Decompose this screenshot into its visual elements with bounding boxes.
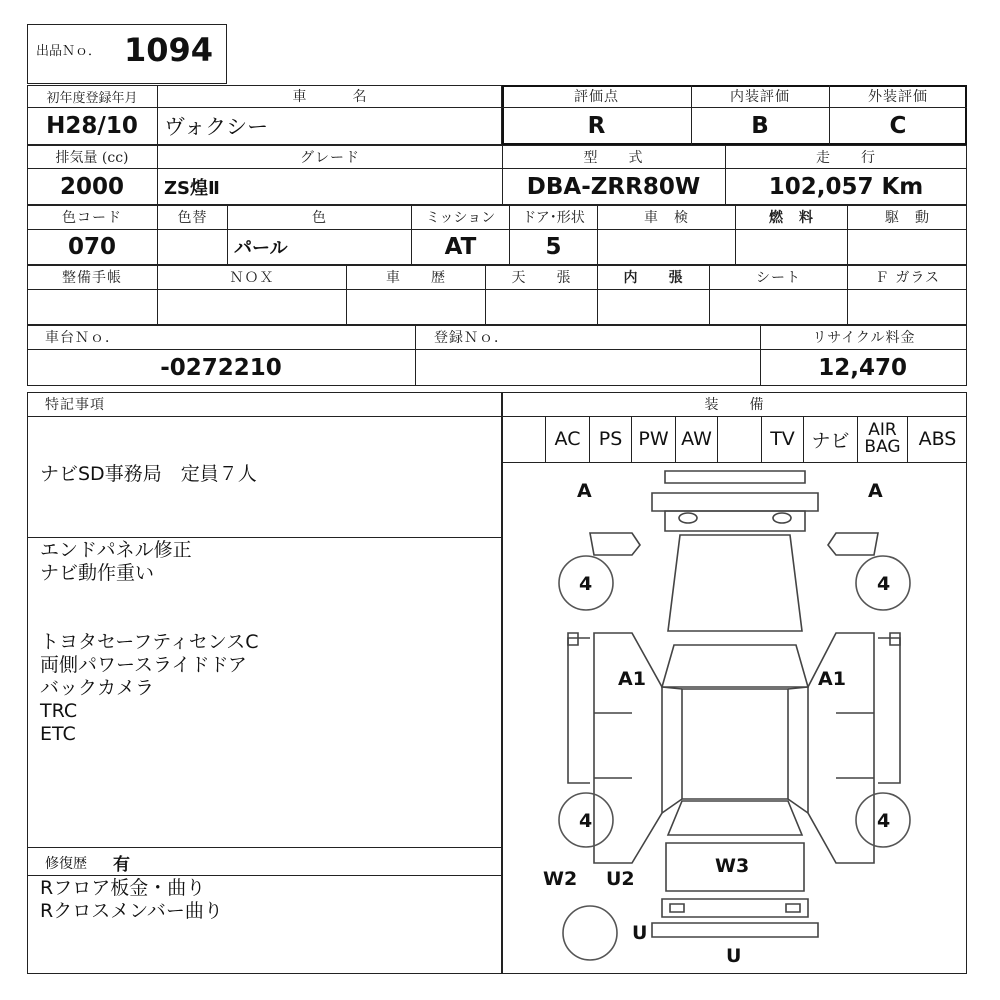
service-book-label: 整備手帳	[62, 270, 122, 286]
front-emblem	[773, 513, 791, 523]
score-label: 評価点	[574, 89, 619, 105]
equipment-item-ac: AC	[554, 428, 581, 450]
rear-lamp	[670, 904, 684, 912]
right-mirror	[890, 633, 900, 645]
registration-no-value	[416, 349, 760, 386]
notes-block-1: ナビSD事務局 定員７人	[40, 463, 257, 485]
damage-mark: A	[577, 480, 592, 502]
damage-mark: U2	[606, 868, 635, 890]
rear-window-outline	[668, 801, 802, 835]
registration-value: H28/10	[46, 113, 138, 139]
repaint-label: 色替	[177, 210, 208, 226]
interior-lining-label: 内 張	[623, 270, 684, 286]
displacement-value: 2000	[59, 173, 124, 200]
repair-history-label: 修復歴	[45, 856, 87, 872]
color-value: パール	[234, 238, 288, 259]
notes-label: 特記事項	[45, 397, 105, 413]
mission-value: AT	[444, 234, 477, 260]
door-value: 5	[545, 234, 562, 260]
model-label: 型 式	[583, 149, 644, 166]
door-label: ドア･形状	[522, 210, 585, 226]
exterior-grade-value: C	[889, 113, 907, 139]
damage-mark: 4	[579, 810, 593, 832]
chassis-value: -0272210	[160, 354, 282, 381]
equipment-item-blank	[502, 416, 545, 462]
left-mirror	[568, 633, 578, 645]
equipment-item-aw: AW	[681, 428, 712, 450]
spare-wheel	[563, 906, 617, 960]
inspection-value	[598, 229, 735, 265]
color-code-label: 色コード	[62, 210, 122, 226]
displacement-label: 排気量 (cc)	[55, 149, 129, 166]
equipment-item-navi: ナビ	[811, 429, 850, 452]
color-code-value: 070	[67, 234, 116, 260]
equipment-item-ps: PS	[598, 428, 623, 450]
interior-grade-value: B	[751, 113, 769, 139]
repair-detail: Rフロア板金・曲り Rクロスメンバー曲り	[40, 877, 223, 922]
equipment-item-airbag: AIR BAG	[864, 420, 901, 457]
drive-label: 駆 動	[885, 210, 930, 226]
color-label: 色	[312, 210, 327, 226]
damage-mark: A1	[818, 668, 846, 690]
model-value: DBA-ZRR80W	[526, 173, 701, 200]
grade-value: ZS煌Ⅱ	[164, 177, 220, 199]
rear-lamp	[786, 904, 800, 912]
damage-mark: 4	[877, 810, 891, 832]
chassis-label: 車台Ｎｏ．	[45, 330, 120, 346]
left-front-fender	[590, 533, 640, 555]
inspection-label: 車 検	[644, 210, 689, 226]
divider	[27, 875, 502, 876]
divider	[27, 289, 967, 290]
right-front-fender	[828, 533, 878, 555]
roof-outline	[682, 689, 788, 799]
mileage-value: 102,057 Km	[768, 173, 924, 200]
roof-lining-label: 天 張	[511, 270, 572, 286]
front-glass-label: Ｆ ガラス	[874, 270, 941, 286]
fuel-label: 燃 料	[769, 210, 814, 226]
damage-mark: A	[868, 480, 883, 502]
recycle-fee-label: リサイクル料金	[812, 330, 916, 346]
car-name-label: 車 名	[292, 89, 368, 105]
damage-mark: A1	[618, 668, 646, 690]
exterior-grade-label: 外装評価	[868, 89, 928, 105]
registration-no-label: 登録Ｎｏ．	[434, 330, 509, 346]
damage-mark: U	[632, 922, 648, 944]
equipment-item-tv: TV	[770, 428, 795, 450]
equipment-item-pw: PW	[638, 428, 669, 450]
front-bumper-outline	[652, 471, 818, 511]
front-emblem	[679, 513, 697, 523]
mission-label: ミッション	[425, 210, 496, 226]
car-damage-diagram	[502, 463, 966, 973]
seat-label: シート	[756, 270, 801, 286]
front-grille	[665, 511, 805, 531]
mileage-label: 走 行	[816, 149, 876, 166]
drive-value	[848, 229, 967, 265]
hood-outline	[668, 535, 802, 631]
repaint-value	[158, 229, 227, 265]
score-value: R	[587, 113, 606, 139]
lot-number: 1094	[124, 31, 214, 69]
nox-label: ＮＯＸ	[229, 270, 275, 286]
equipment-label: 装 備	[704, 397, 765, 413]
interior-grade-label: 内装評価	[730, 89, 790, 105]
history-label: 車 歴	[386, 270, 446, 286]
equipment-item-abs: ABS	[918, 428, 957, 450]
recycle-fee-value: 12,470	[818, 354, 907, 381]
divider	[27, 847, 502, 848]
grade-label: グレード	[300, 149, 360, 166]
damage-mark: 4	[579, 573, 593, 595]
lot-number-label: 出品Ｎｏ．	[36, 44, 102, 59]
damage-mark: U	[726, 945, 742, 967]
damage-mark: W3	[715, 855, 750, 877]
repair-history-value: 有	[113, 855, 130, 875]
registration-label: 初年度登録年月	[46, 90, 138, 106]
windshield-outline	[662, 645, 808, 687]
fuel-value	[736, 229, 847, 265]
damage-mark: W2	[543, 868, 578, 890]
equipment-item-blank	[718, 416, 761, 462]
divider	[27, 416, 502, 417]
divider	[27, 537, 502, 538]
car-name-value: ヴォクシー	[164, 115, 269, 139]
damage-mark: 4	[877, 573, 891, 595]
notes-block-2: エンドパネル修正 ナビ動作重い トヨタセーフティセンスC 両側パワースライドドア バックカメラ TRC ETC	[40, 539, 259, 745]
